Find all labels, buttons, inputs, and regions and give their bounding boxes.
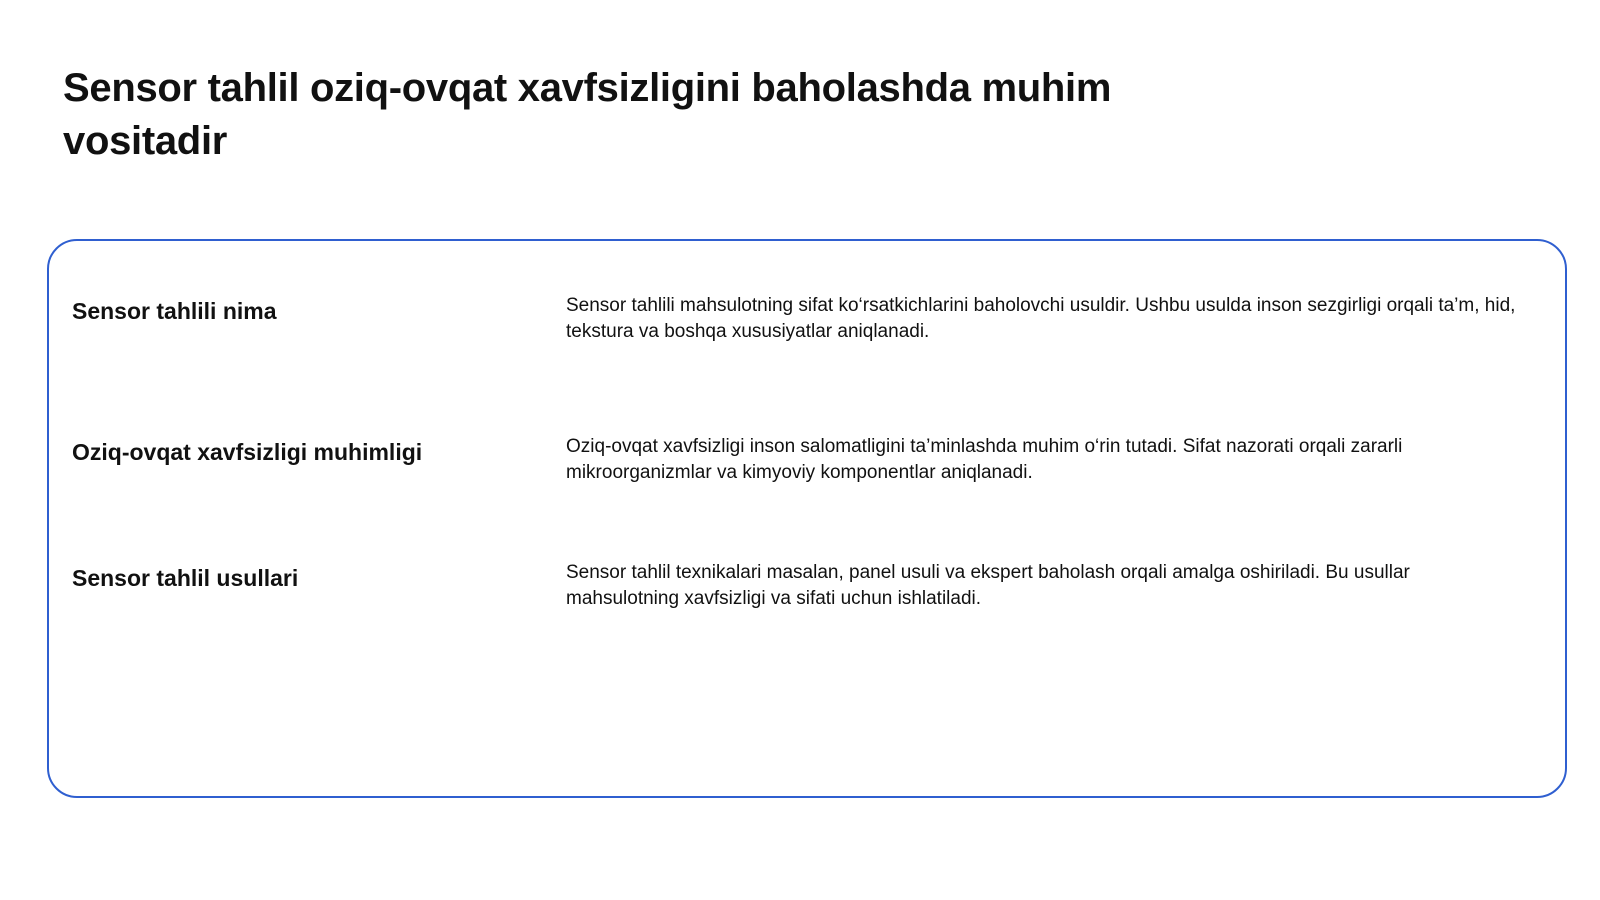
slide-title: Sensor tahlil oziq-ovqat xavfsizligini baholashda muhim vositadir [63, 66, 1112, 163]
row-description: Oziq-ovqat xavfsizligi inson salomatligini ta’minlashda muhim o‘rin tutadi. Sifat nazorati orqali zararli mikroorganizmlar va kimyoviy komponentlar aniqlanadi. [566, 436, 1403, 483]
row-heading: Sensor tahlili nima [72, 298, 277, 324]
row-description: Sensor tahlil texnikalari masalan, panel usuli va ekspert baholash orqali amalga oshiriladi. Bu usullar mahsulotning xavfsizligi va sifati uchun ishlatiladi. [566, 562, 1410, 609]
row-heading: Oziq-ovqat xavfsizligi muhimligi [72, 439, 423, 465]
row-heading: Sensor tahlil usullari [72, 565, 299, 591]
content-panel [47, 239, 1567, 798]
row-description: Sensor tahlili mahsulotning sifat ko‘rsatkichlarini baholovchi usuldir. Ushbu usulda inson sezgirligi orqali ta’m, hid, tekstura va boshqa xususiyatlar aniqlanadi. [566, 295, 1516, 342]
